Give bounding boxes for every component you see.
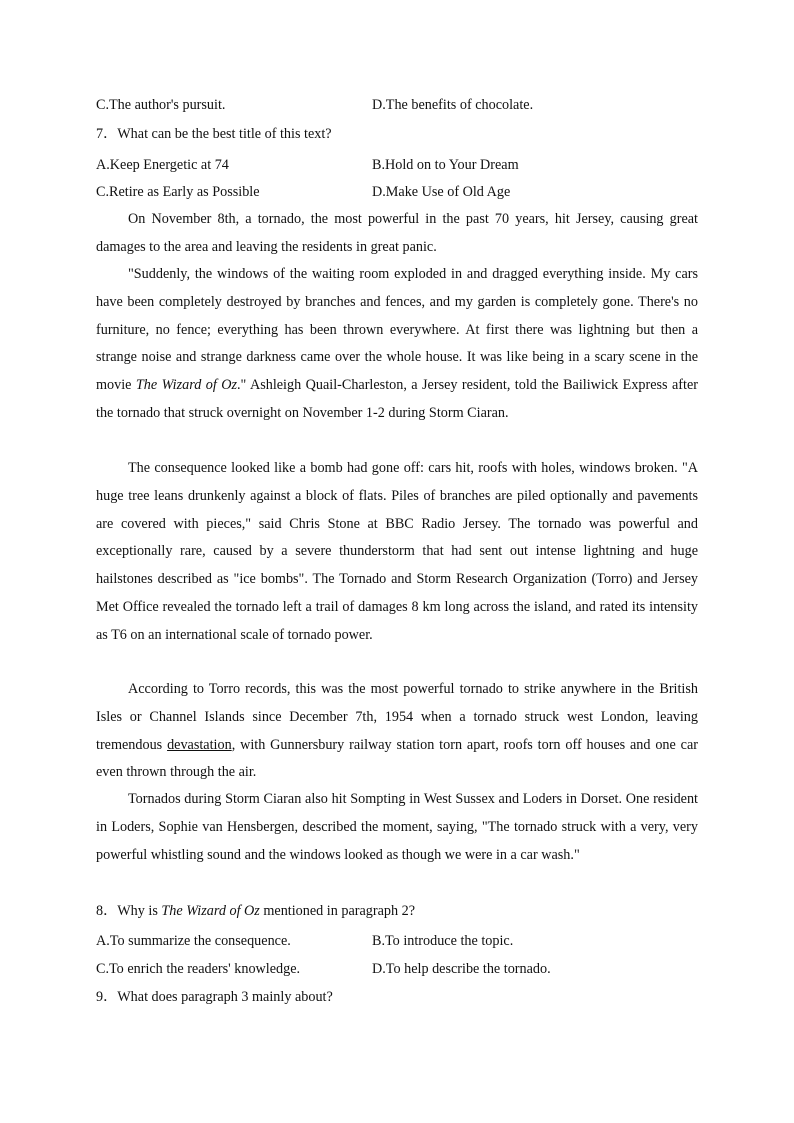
q8-question-before: 8．Why is — [96, 903, 162, 919]
paragraph-3-text: The consequence looked like a bomb had gone off: cars hit, roofs with holes, windows broken. "A huge tree leans drunkenly against a block of flats. Piles of branches are piled optionally and pavements are covered with pieces," said Chris Stone at BBC Radio Jersey. The tornado was powerful and exceptionally rare, caused by a severe thunderstorm that had sent out intense lightning and huge hailstones described as "ice bombs". The Tornado and Storm Research Organization (Torro) and Jersey Met Office revealed the tornado left a trail of damages 8 km long across the island, and rated its intensity as T6 on an international scale of tornado power. — [96, 460, 698, 643]
q7-option-a: A.Keep Energetic at 74 — [96, 157, 229, 173]
q8-question — [96, 902, 415, 920]
q8-option-c: C.To enrich the readers' knowledge. — [96, 961, 301, 977]
q8-movie-title: The Wizard of Oz — [161, 903, 260, 919]
passage-paragraph-5 — [96, 786, 698, 869]
paragraph-4-text-before: According to Torro records, this was the most powerful tornado to strike anywhere in the British Isles or Channel Islands since December 7th, 1954 when a tornado struck west London, leaving tremendous — [96, 681, 698, 753]
q7-option-b: B.Hold on to Your Dream — [372, 157, 519, 173]
q7-option-d: D.Make Use of Old Age — [372, 184, 511, 200]
q8-option-b: B.To introduce the topic. — [372, 933, 514, 949]
underlined-word: devastation — [167, 736, 232, 753]
passage-paragraph-1 — [96, 206, 698, 262]
q7-question: 7．What can be the best title of this text? — [96, 126, 332, 142]
q8-option-d: D.To help describe the tornado. — [372, 961, 551, 977]
passage-paragraph-2 — [96, 261, 698, 428]
movie-title: The Wizard of Oz — [135, 377, 237, 393]
paragraph-2-text-before: "Suddenly, the windows of the waiting room exploded in and dragged everything inside. My cars have been completely destroyed by branches and fences, and my garden is completely gone. There's no furniture, no fence; everything has been thrown everywhere. At first there was lightning but then a strange noise and strange darkness came over the whole house. It was like being in a scary scene in the movie — [96, 266, 698, 393]
q9-question: 9．What does paragraph 3 mainly about? — [96, 989, 333, 1005]
paragraph-2-text-after: ." Ashleigh Quail-Charleston, a Jersey resident, told the Bailiwick Express after the tornado that struck overnight on November 1-2 during Storm Ciaran. — [96, 377, 698, 421]
q6-option-d: D.The benefits of chocolate. — [372, 97, 534, 113]
q6-option-c: C.The author's pursuit. — [96, 97, 226, 113]
paragraph-1-text: On November 8th, a tornado, the most powerful in the past 70 years, hit Jersey, causing great damages to the area and leaving the residents in great panic. — [96, 211, 698, 255]
q8-question-after: mentioned in paragraph 2? — [259, 903, 416, 919]
paragraph-4-text-after: , with Gunnersbury railway station torn apart, roofs torn off houses and one car even thrown through the air. — [96, 736, 698, 781]
passage-paragraph-4 — [96, 676, 698, 787]
passage-paragraph-3 — [96, 455, 698, 649]
q8-option-a: A.To summarize the consequence. — [96, 933, 291, 949]
paragraph-5-text: Tornados during Storm Ciaran also hit Sompting in West Sussex and Loders in Dorset. One resident in Loders, Sophie van Hensbergen, described the moment, saying, "The tornado struck with a very, very powerful whistling sound and the windows looked as though we were in a car wash." — [96, 791, 698, 863]
q7-option-c: C.Retire as Early as Possible — [96, 184, 260, 200]
